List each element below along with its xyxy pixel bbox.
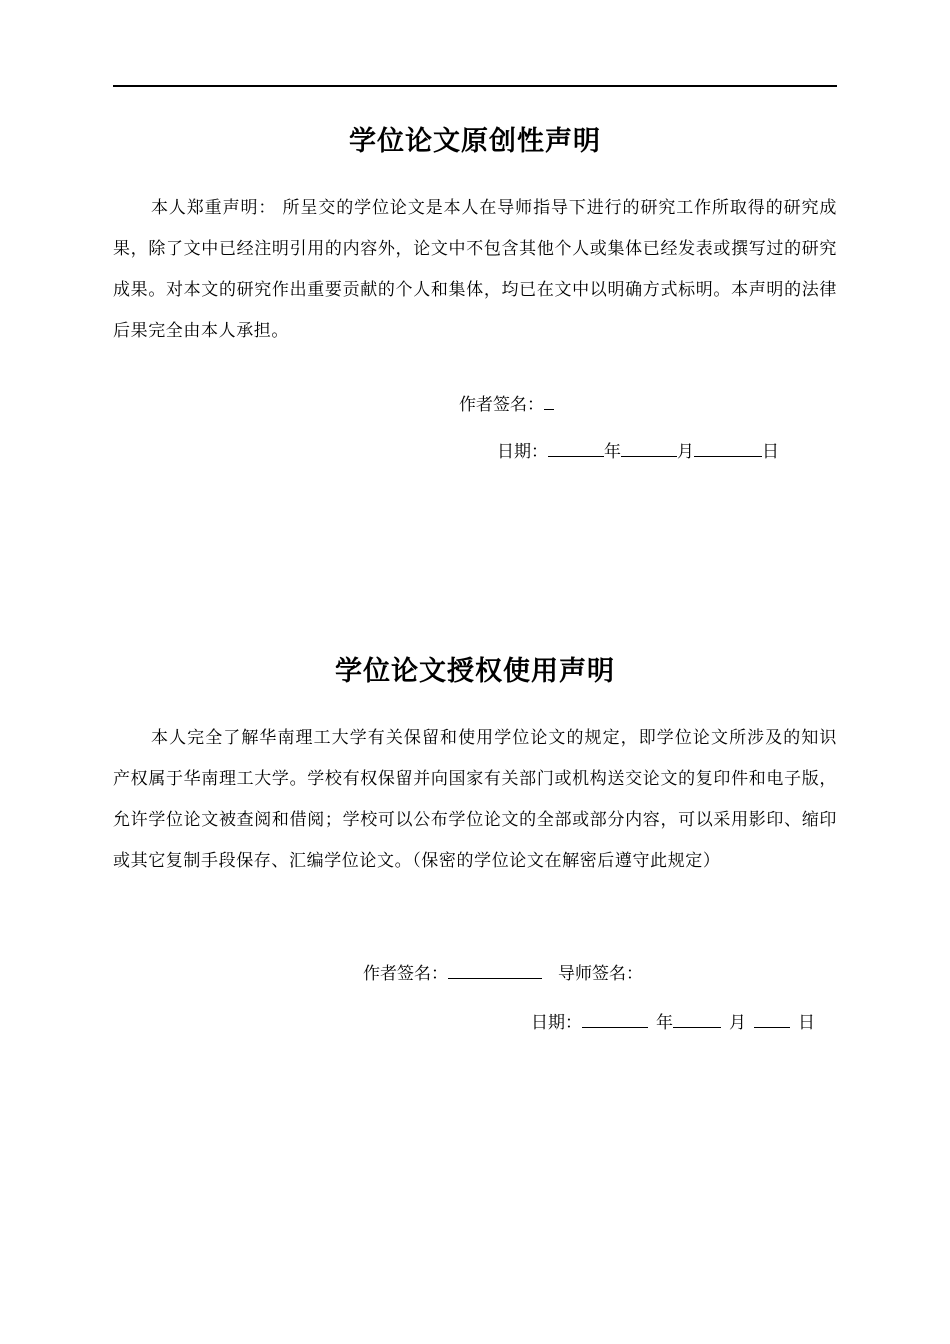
authorization-day-label: 日 — [798, 1013, 815, 1033]
authorization-author-signature-field[interactable] — [448, 960, 542, 979]
originality-day-field[interactable] — [694, 438, 762, 457]
originality-date — [497, 438, 779, 464]
authorization-month-field[interactable] — [673, 1009, 721, 1028]
originality-month-label: 月 — [677, 442, 694, 462]
authorization-signatures — [363, 960, 643, 986]
authorization-title: 学位论文授权使用声明 — [335, 656, 615, 687]
authorization-year-label: 年 — [656, 1013, 673, 1033]
originality-year-label: 年 — [604, 442, 621, 462]
authorization-advisor-signature-label: 导师签名： — [558, 964, 643, 984]
authorization-author-signature-label: 作者签名： — [363, 964, 448, 984]
originality-author-signature-label: 作者签名： — [459, 395, 544, 415]
header-rule — [113, 85, 837, 87]
authorization-year-field[interactable] — [582, 1009, 648, 1028]
authorization-month-label: 月 — [729, 1013, 746, 1033]
originality-month-field[interactable] — [621, 438, 677, 457]
authorization-date-label: 日期： — [531, 1013, 582, 1033]
originality-day-label: 日 — [762, 442, 779, 462]
originality-author-signature-field[interactable] — [544, 391, 554, 410]
authorization-day-field[interactable] — [754, 1009, 790, 1028]
authorization-date — [531, 1009, 815, 1035]
originality-date-label: 日期： — [497, 442, 548, 462]
originality-author-signature — [459, 391, 554, 417]
originality-year-field[interactable] — [548, 438, 604, 457]
originality-body: 本人郑重声明： 所呈交的学位论文是本人在导师指导下进行的研究工作所取得的研究成果，除了文中已经注明引用的内容外，论文中不包含其他个人或集体已经发表或撰写过的研究成果。对本文的研究作出重要贡献的个人和集体，均已在文中以明确方式标明。本声明的法律后果完全由本人承担。 — [113, 198, 837, 341]
authorization-body: 本人完全了解华南理工大学有关保留和使用学位论文的规定，即学位论文所涉及的知识产权属于华南理工大学。学校有权保留并向国家有关部门或机构送交论文的复印件和电子版，允许学位论文被查阅和借阅；学校可以公布学位论文的全部或部分内容，可以采用影印、缩印或其它复制手段保存、汇编学位论文。（保密的学位论文在解密后遵守此规定） — [113, 728, 837, 871]
originality-title: 学位论文原创性声明 — [349, 126, 601, 157]
